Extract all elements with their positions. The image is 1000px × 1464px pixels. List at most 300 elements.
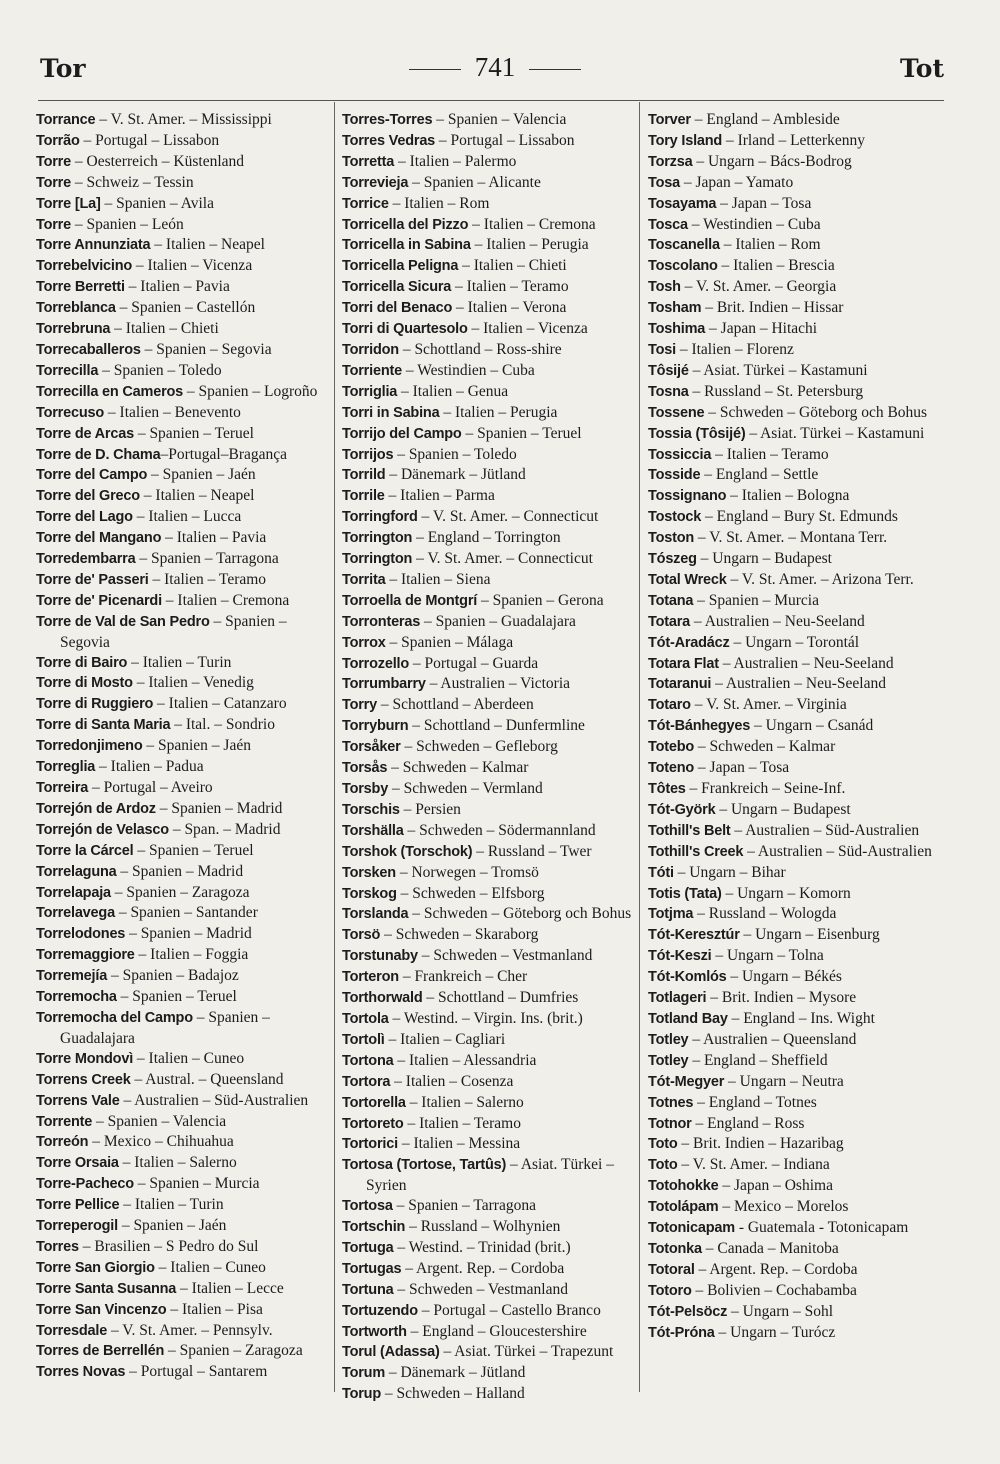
entry-headword: Totjma	[648, 906, 694, 923]
column-1	[36, 110, 329, 1383]
entry-location: – Schottland – Ross-shire	[398, 340, 562, 358]
entry-location: – Australien – Neu-Seeland	[718, 654, 894, 672]
entry-headword: Totonicapam	[648, 1220, 735, 1237]
gazetteer-entry	[648, 842, 941, 863]
entry-headword: Torrevieja	[342, 174, 409, 191]
gazetteer-entry	[36, 673, 329, 694]
entry-headword: Torresdale	[36, 1322, 108, 1339]
gazetteer-entry	[648, 758, 941, 779]
gazetteer-entry	[36, 1341, 329, 1362]
entry-headword: Torstunaby	[342, 948, 418, 965]
entry-headword: Tót-Próna	[648, 1324, 715, 1341]
entry-location: – Asiat. Türkei – Syrien	[366, 1156, 614, 1195]
entry-location: – Spanien – Madrid	[125, 925, 252, 943]
entry-location: – Spanien – Segovia	[140, 340, 272, 358]
entry-headword: Tortola	[342, 1010, 389, 1027]
entry-location: – Spanien – Logroño	[183, 382, 318, 400]
entry-headword: Tortschin	[342, 1219, 406, 1236]
gazetteer-entry	[648, 946, 941, 967]
gazetteer-entry	[648, 507, 941, 528]
entry-headword: Tortuga	[342, 1239, 394, 1256]
gazetteer-entry	[36, 1112, 329, 1133]
entry-location: – Russland – Wologda	[693, 905, 837, 923]
entry-location: – Spanien – Valencia	[432, 111, 567, 128]
gazetteer-entry	[342, 1093, 635, 1114]
entry-location: – Schweden – Vestmanland	[417, 947, 593, 965]
entry-location: – V. St. Amer. – Montana Terr.	[694, 529, 888, 547]
entry-headword: Torre la Cárcel	[36, 842, 134, 859]
entry-headword: Tothill's Creek	[648, 843, 744, 860]
entry-location: – Bolivien – Cochabamba	[691, 1281, 857, 1299]
gazetteer-entry	[648, 1176, 941, 1197]
entry-headword: Torsby	[342, 781, 389, 797]
page-header	[40, 52, 944, 92]
entry-headword: Torre de Val de San Pedro	[36, 613, 210, 630]
entry-headword: Tortuna	[342, 1281, 394, 1298]
gazetteer-entry	[36, 1195, 329, 1216]
column-2	[342, 110, 635, 1405]
gazetteer-entry	[648, 1134, 941, 1155]
entry-location: – V. St. Amer. – Georgia	[680, 278, 837, 296]
entry-headword: Totohokke	[648, 1178, 719, 1195]
entry-headword: Torreón	[36, 1134, 89, 1151]
entry-location: – Italien – Cremona	[161, 591, 290, 609]
entry-headword: Tôsijé	[648, 362, 689, 379]
entry-location: – Spanien – Jaén	[142, 737, 251, 755]
entry-headword: Torriente	[342, 362, 402, 379]
gazetteer-entry	[648, 1155, 941, 1176]
entry-headword: Torricella Peligna	[342, 258, 459, 275]
entry-location: – England – Totnes	[693, 1093, 817, 1111]
entry-headword: Torredembarra	[36, 551, 136, 568]
entry-location: – Russland – St. Petersburg	[688, 382, 864, 400]
gazetteer-entry	[36, 1049, 329, 1070]
entry-location: – England – Ambleside	[690, 111, 840, 128]
entry-location: – Westind. – Trinidad (brit.)	[393, 1238, 571, 1256]
entry-headword: Torremocha	[36, 989, 117, 1006]
gazetteer-entry	[648, 737, 941, 758]
entry-headword: Tót-Györk	[648, 801, 716, 818]
entry-headword: Torslanda	[342, 906, 409, 923]
gazetteer-entry	[648, 674, 941, 695]
entry-headword: Torrice	[342, 195, 389, 212]
entry-location: – Italien – Benevento	[104, 403, 241, 421]
entry-headword: Totana	[648, 592, 694, 609]
gazetteer-entry	[36, 1237, 329, 1258]
entry-headword: Torredonjimeno	[36, 738, 143, 755]
entry-headword: Torre San Giorgio	[36, 1259, 155, 1276]
entry-location: – Italien – Turin	[127, 653, 232, 671]
entry-headword: Tót-Keszi	[648, 948, 712, 965]
entry-location: – Italien – Chieti	[110, 320, 219, 338]
entry-location: – Spanien – Avila	[100, 194, 214, 212]
entry-headword: Torver	[648, 112, 691, 128]
entry-location: – V. St. Amer. – Virginia	[690, 696, 847, 714]
entry-headword: Torres	[36, 1238, 79, 1255]
gazetteer-entry	[36, 945, 329, 966]
entry-headword: Torridon	[342, 341, 399, 358]
gazetteer-entry	[342, 235, 635, 256]
entry-headword: Torre de' Passeri	[36, 571, 149, 588]
entry-location: – Ungarn – Békés	[726, 968, 842, 986]
gazetteer-entry	[342, 1030, 635, 1051]
entry-headword: Torre Mondovì	[36, 1050, 134, 1067]
gazetteer-entry	[342, 1363, 635, 1384]
gazetteer-entry	[36, 549, 329, 570]
entry-location: – Italien – Rom	[719, 236, 821, 254]
entry-location: - Guatemala - Totonicapam	[734, 1219, 909, 1237]
entry-headword: Totnor	[648, 1115, 692, 1132]
entry-location: – Spanien – Guadalajara	[60, 1008, 270, 1047]
entry-location: – Italien – Teramo	[403, 1114, 521, 1132]
entry-headword: Toto	[648, 1157, 678, 1174]
gazetteer-entry	[648, 340, 941, 361]
entry-location: – Spanien – Zaragoza	[164, 1342, 303, 1360]
gazetteer-entry	[342, 215, 635, 236]
gazetteer-entry	[342, 445, 635, 466]
entry-headword: Torrelaguna	[36, 863, 117, 880]
entry-headword: Tosi	[648, 341, 676, 358]
entry-location: – Italien – Messina	[397, 1135, 521, 1153]
gazetteer-entry	[36, 612, 329, 653]
gazetteer-entry	[648, 152, 941, 173]
entry-headword: Tót-Megyer	[648, 1073, 725, 1090]
gazetteer-entry	[342, 1384, 635, 1405]
gazetteer-entry	[36, 1216, 329, 1237]
header-rule	[38, 100, 944, 101]
entry-headword: Torre Orsaia	[36, 1155, 119, 1172]
gazetteer-entry	[342, 946, 635, 967]
entry-location: – Spanien – Murcia	[693, 591, 819, 609]
gazetteer-entry	[36, 1070, 329, 1091]
entry-headword: Totoro	[648, 1282, 692, 1299]
entry-headword: Torsö	[342, 927, 381, 944]
entry-location: – Italien – Cuneo	[133, 1049, 245, 1067]
entry-location: – Brit. Indien – Hissar	[701, 299, 844, 317]
gazetteer-entry	[36, 1258, 329, 1279]
entry-location: – Spanien – Teruel	[116, 988, 237, 1006]
gazetteer-entry	[342, 800, 635, 821]
gazetteer-entry	[36, 382, 329, 403]
gazetteer-entry	[342, 1072, 635, 1093]
entry-headword: Torronteras	[342, 613, 421, 630]
entry-location: – Italien – Perugia	[470, 236, 589, 254]
gazetteer-entry	[648, 612, 941, 633]
entry-headword: Tosham	[648, 300, 702, 317]
entry-headword: Totley	[648, 1052, 689, 1069]
gazetteer-entry	[648, 1114, 941, 1135]
entry-headword: Tót-Keresztúr	[648, 927, 740, 944]
gazetteer-entry	[36, 799, 329, 820]
entry-headword: Tortora	[342, 1073, 391, 1090]
entry-location: – Italien – Teramo	[711, 445, 829, 463]
gazetteer-entry	[36, 486, 329, 507]
entry-headword: Total Wreck	[648, 571, 727, 588]
entry-location: – England – Gloucestershire	[406, 1322, 587, 1340]
entry-location: – Italien – Foggia	[134, 946, 249, 964]
gazetteer-entry	[648, 695, 941, 716]
entry-location: – Schweden – Göteborg och Bohus	[704, 403, 928, 421]
entry-location: – Italien – Neapel	[139, 487, 255, 505]
entry-headword: Totley	[648, 1031, 689, 1048]
gazetteer-entry	[342, 1134, 635, 1155]
entry-location: – Italien – Genua	[397, 382, 509, 400]
entry-headword: Torres-Torres	[342, 112, 433, 128]
gazetteer-entry	[342, 1196, 635, 1217]
gazetteer-entry	[648, 884, 941, 905]
entry-headword: Totaro	[648, 697, 691, 714]
entry-headword: Torrington	[342, 530, 413, 547]
entry-headword: Torshok (Torschok)	[342, 843, 473, 860]
entry-headword: Torre	[36, 153, 71, 170]
entry-location: – Brit. Indien – Hazaribag	[677, 1135, 844, 1153]
column-divider-2	[639, 102, 640, 1392]
entry-headword: Torsås	[342, 760, 388, 777]
header-right-guideword: Tot	[900, 54, 944, 83]
entry-headword: Tortosa	[342, 1198, 393, 1215]
entry-location: – Austral. – Queensland	[130, 1070, 284, 1088]
gazetteer-entry	[648, 925, 941, 946]
entry-headword: Tót-Komlós	[648, 969, 727, 986]
entry-location: – Asiat. Türkei – Kastamuni	[745, 424, 925, 442]
gazetteer-entry	[36, 694, 329, 715]
entry-headword: Torre Berretti	[36, 279, 125, 296]
entry-location: – Italien – Pisa	[166, 1300, 263, 1318]
entry-headword: Torteron	[342, 969, 399, 986]
entry-location: – Brasilien – S Pedro do Sul	[78, 1237, 259, 1255]
entry-headword: Torshälla	[342, 822, 404, 839]
entry-location: – Italien – Salerno	[118, 1154, 237, 1172]
gazetteer-entry	[648, 528, 941, 549]
entry-headword: Tortoreto	[342, 1115, 404, 1132]
entry-location: – Portugal – Aveiro	[88, 779, 213, 796]
gazetteer-entry	[342, 1301, 635, 1322]
gazetteer-entry	[36, 319, 329, 340]
entry-headword: Totaranui	[648, 676, 712, 693]
gazetteer-entry	[648, 591, 941, 612]
entry-location: – Asiat. Türkei – Trapezunt	[439, 1343, 614, 1361]
gazetteer-entry	[648, 1093, 941, 1114]
entry-location: – Italien – Vicenza	[132, 257, 253, 275]
entry-headword: Tóti	[648, 864, 674, 881]
entry-location: – Australien – Queensland	[688, 1030, 857, 1048]
entry-location: – Japan – Oshima	[718, 1177, 833, 1195]
gazetteer-entry	[36, 424, 329, 445]
entry-headword: Tosayama	[648, 195, 717, 212]
gazetteer-entry	[342, 1155, 635, 1196]
entry-headword: Torre de' Picenardi	[36, 592, 162, 609]
entry-location: – Italien – Parma	[384, 487, 495, 505]
entry-location: – Italien – Cagliari	[384, 1030, 506, 1048]
entry-location: – Italien – Perugia	[439, 403, 558, 421]
entry-headword: Torrente	[36, 1113, 93, 1130]
gazetteer-entry	[342, 716, 635, 737]
entry-location: – Italien – Venedig	[132, 674, 254, 692]
entry-location: – England – Torrington	[412, 529, 561, 547]
entry-headword: Torrijos	[342, 446, 394, 463]
entry-headword: Totis (Tata)	[648, 885, 722, 902]
header-left-guideword: Tor	[40, 54, 86, 83]
entry-headword: Torum	[342, 1365, 386, 1382]
entry-headword: Torre di Mosto	[36, 675, 133, 692]
entry-headword: Torrecilla en Cameros	[36, 383, 184, 400]
gazetteer-entry	[36, 715, 329, 736]
entry-location: – Russland – Wolhynien	[405, 1218, 561, 1236]
entry-headword: Torthorwald	[342, 990, 423, 1007]
entry-location: – Spanien – Badajoz	[107, 967, 239, 985]
gazetteer-entry	[342, 821, 635, 842]
entry-location: – Italien – Bologna	[726, 487, 850, 505]
entry-location: – Ungarn – Komorn	[721, 884, 851, 902]
gazetteer-entry	[648, 298, 941, 319]
entry-location: – Spanien – Santander	[114, 904, 258, 922]
gazetteer-entry	[648, 1239, 941, 1260]
entry-headword: Torremocha del Campo	[36, 1009, 193, 1026]
entry-location: – Australien – Süd-Australien	[119, 1091, 309, 1109]
gazetteer-entry	[36, 507, 329, 528]
entry-headword: Torre	[36, 174, 71, 191]
entry-headword: Torschis	[342, 801, 400, 818]
entry-headword: Tosside	[648, 467, 701, 484]
entry-headword: Toston	[648, 530, 695, 547]
entry-location: – Italien – Cuneo	[154, 1258, 266, 1276]
entry-location: – England – Sheffield	[688, 1051, 828, 1069]
gazetteer-entry	[648, 382, 941, 403]
entry-location: – Asiat. Türkei – Kastamuni	[688, 361, 868, 379]
entry-location: – Spanien – Madrid	[155, 799, 283, 817]
entry-headword: Torrumbarry	[342, 676, 426, 693]
gazetteer-entry	[36, 173, 329, 194]
entry-location: – Schottland – Dunfermline	[408, 717, 585, 735]
entry-headword: Torrile	[342, 488, 385, 505]
entry-location: – England – Bury St. Edmunds	[701, 508, 898, 526]
entry-headword: Tót-Bánhegyes	[648, 718, 751, 735]
gazetteer-entry	[648, 654, 941, 675]
entry-location: – Ital. – Sondrio	[170, 716, 275, 734]
entry-location: – V. St. Amer. – Arizona Terr.	[726, 570, 914, 588]
gazetteer-entry	[648, 967, 941, 988]
gazetteer-entry	[342, 884, 635, 905]
gazetteer-entry	[648, 800, 941, 821]
entry-headword: Torreira	[36, 780, 89, 796]
entry-location: – Ungarn – Turócz	[714, 1323, 836, 1341]
entry-location: – Schweden – Gefleborg	[400, 738, 558, 756]
gazetteer-entry	[36, 110, 329, 131]
entry-headword: Torre	[36, 216, 71, 233]
gazetteer-entry	[342, 1114, 635, 1135]
gazetteer-entry	[342, 674, 635, 695]
gazetteer-entry	[648, 1281, 941, 1302]
gazetteer-entry	[342, 361, 635, 382]
entry-location: – Frankreich – Seine-Inf.	[685, 780, 846, 797]
entry-headword: Torrelavega	[36, 905, 115, 922]
entry-location: – Spanien – Valencia	[92, 1112, 227, 1130]
entry-headword: Torricella Sicura	[342, 279, 452, 296]
gazetteer-entry	[342, 633, 635, 654]
entry-location: – Schweiz – Tessin	[71, 173, 194, 191]
gazetteer-entry	[36, 820, 329, 841]
gazetteer-entry	[342, 507, 635, 528]
entry-location: – Italien – Chieti	[458, 257, 567, 275]
entry-location: – Ungarn – Bács-Bodrog	[692, 152, 852, 170]
gazetteer-entry	[342, 654, 635, 675]
entry-location: – Persien	[399, 800, 461, 818]
entry-location: – Ungarn – Bihar	[673, 863, 786, 881]
entry-headword: Torre del Mangano	[36, 530, 162, 547]
gazetteer-entry	[648, 110, 941, 131]
page-number: 741	[474, 52, 516, 82]
entry-location: – Ungarn – Budapest	[715, 800, 851, 818]
entry-headword: Torreglia	[36, 759, 96, 776]
gazetteer-entry	[36, 570, 329, 591]
gazetteer-entry	[648, 1323, 941, 1344]
gazetteer-entry	[36, 215, 329, 236]
entry-headword: Torry	[342, 697, 377, 714]
gazetteer-entry	[342, 549, 635, 570]
entry-location: – Italien – Neapel	[150, 236, 265, 254]
entry-headword: Tosh	[648, 279, 681, 296]
entry-headword: Totonka	[648, 1240, 702, 1257]
gazetteer-entry	[342, 904, 635, 925]
entry-headword: Torre de D. Chama	[36, 446, 161, 463]
entry-headword: Tortolì	[342, 1031, 385, 1048]
gazetteer-entry	[36, 340, 329, 361]
entry-headword: Torrejón de Ardoz	[36, 800, 156, 817]
entry-headword: Torrejón de Velasco	[36, 821, 169, 838]
entry-headword: Tortona	[342, 1052, 394, 1069]
entry-location: – Japan – Hitachi	[705, 320, 818, 338]
gazetteer-entry	[36, 653, 329, 674]
gazetteer-entry	[342, 486, 635, 507]
entry-headword: Torre del Campo	[36, 467, 148, 484]
entry-headword: Torrecuso	[36, 404, 105, 421]
gazetteer-entry	[36, 1362, 329, 1383]
entry-location: – V. St. Amer. – Connecticut	[417, 508, 599, 526]
entry-location: – Westind. – Virgin. Ins. (brit.)	[388, 1009, 583, 1027]
entry-location: – Mexico – Chihuahua	[88, 1133, 234, 1151]
entry-location: – Spanien – Alicante	[408, 173, 541, 191]
entry-headword: Tossignano	[648, 488, 727, 505]
gazetteer-entry	[648, 904, 941, 925]
entry-location: – Italien – Verona	[452, 299, 567, 317]
entry-headword: Torres Vedras	[342, 132, 436, 149]
gazetteer-entry	[648, 131, 941, 152]
entry-location: – Schweden – Skaraborg	[380, 926, 539, 944]
entry-headword: Tôtes	[648, 781, 686, 797]
entry-headword: Torre-Pacheco	[36, 1176, 134, 1193]
entry-headword: Totolápam	[648, 1199, 719, 1216]
column-3	[648, 110, 941, 1343]
entry-headword: Torretta	[342, 153, 395, 170]
gazetteer-entry	[648, 235, 941, 256]
entry-headword: Torre del Lago	[36, 509, 133, 526]
entry-headword: Torul (Adassa)	[342, 1344, 440, 1361]
entry-location: – Span. – Madrid	[168, 820, 281, 838]
entry-headword: Torrington	[342, 551, 413, 568]
gazetteer-entry	[36, 778, 329, 799]
entry-headword: Tosa	[648, 174, 680, 191]
gazetteer-entry	[648, 1030, 941, 1051]
gazetteer-entry	[648, 361, 941, 382]
entry-location: – V. St. Amer. – Pennsylv.	[107, 1321, 273, 1339]
gazetteer-entry	[648, 465, 941, 486]
entry-location: – Argent. Rep. – Cordoba	[401, 1259, 565, 1277]
entry-location: – Spanien – Teruel	[133, 841, 254, 859]
entry-location: – Dänemark – Jütland	[385, 1364, 526, 1382]
entry-headword: Tortugas	[342, 1260, 402, 1277]
entry-location: –Portugal–Bragança	[160, 445, 287, 463]
gazetteer-entry	[342, 925, 635, 946]
